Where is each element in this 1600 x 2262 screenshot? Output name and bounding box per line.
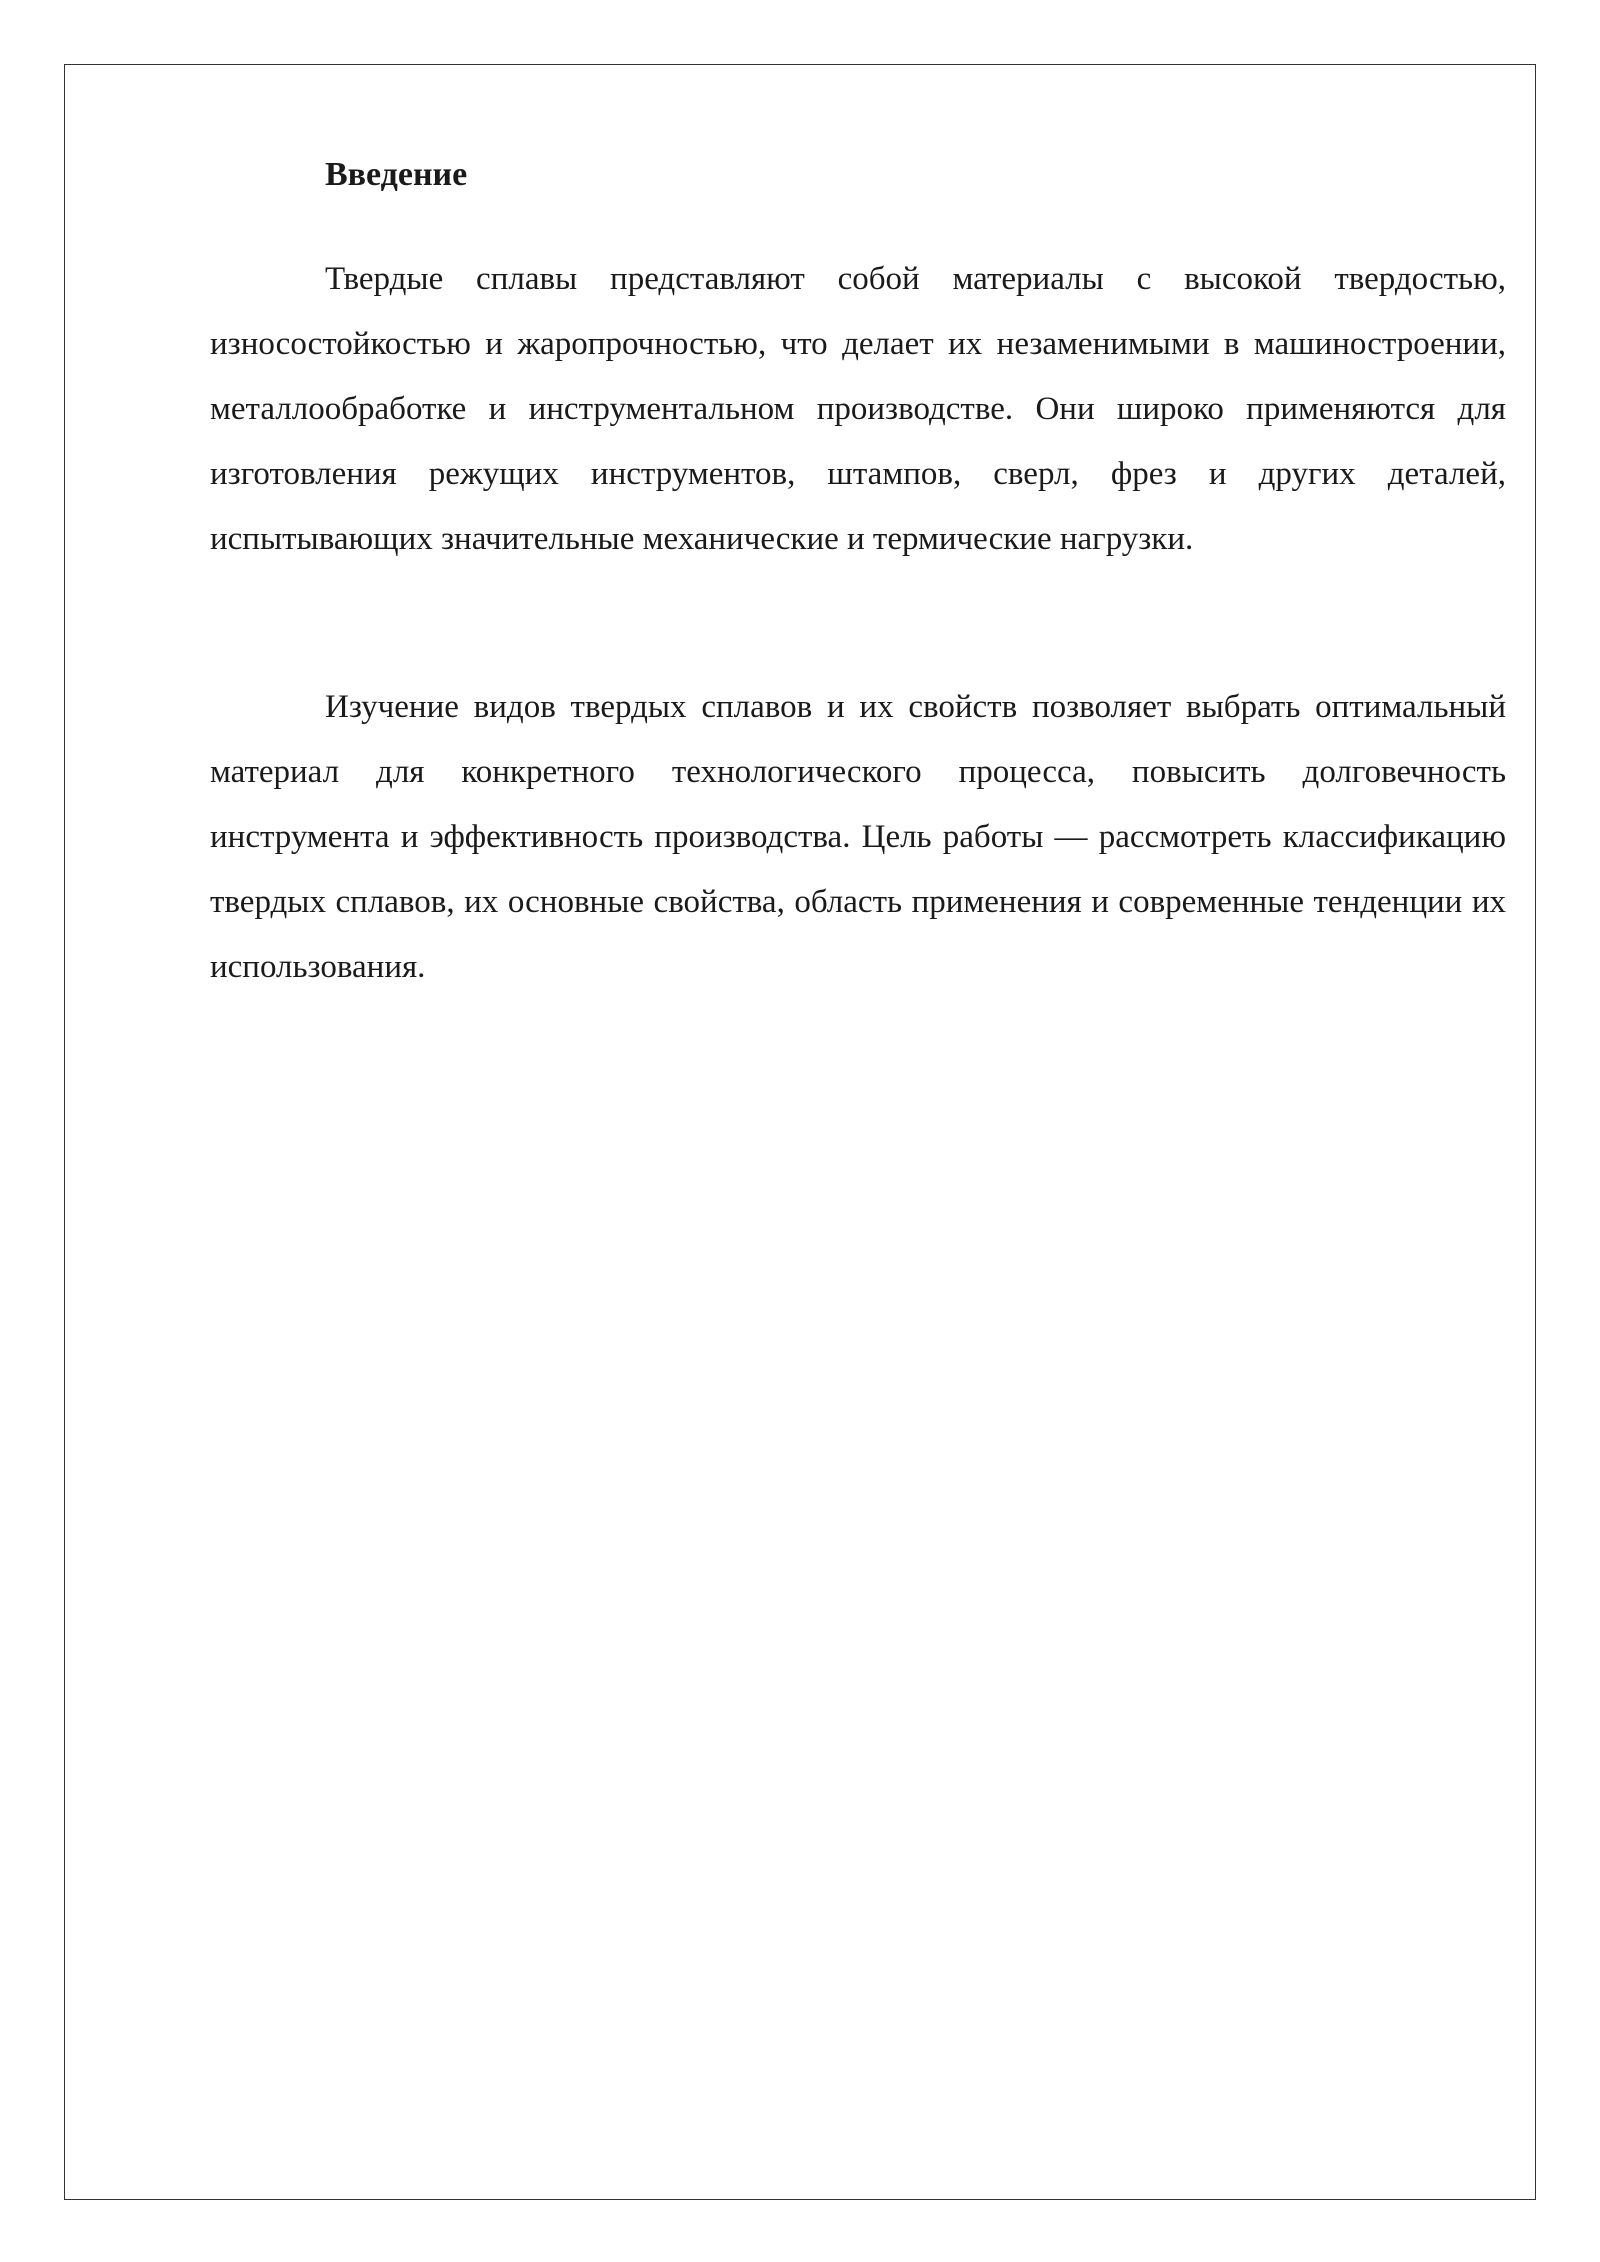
paragraph-1: Твердые сплавы представляют собой материалы с высокой твердостью, износостойкостью и жаропрочностью, что делает их незаменимыми в машиностроении, металлообработке и инструментальном производстве. Они широко применяются для изготовления режущих инструментов, штампов, сверл, фрез и других деталей, испытывающих значительные механические и термические нагрузки. (210, 261, 1506, 557)
paragraph-2: Изучение видов твердых сплавов и их свойств позволяет выбрать оптимальный материал для конкретного технологического процесса, повысить долговечность инструмента и эффективность производства. Цель работы — рассмотреть классификацию твердых сплавов, их основные свойства, область применения и современные тенденции их использования. (210, 689, 1506, 985)
section-heading: Введение (325, 156, 468, 193)
